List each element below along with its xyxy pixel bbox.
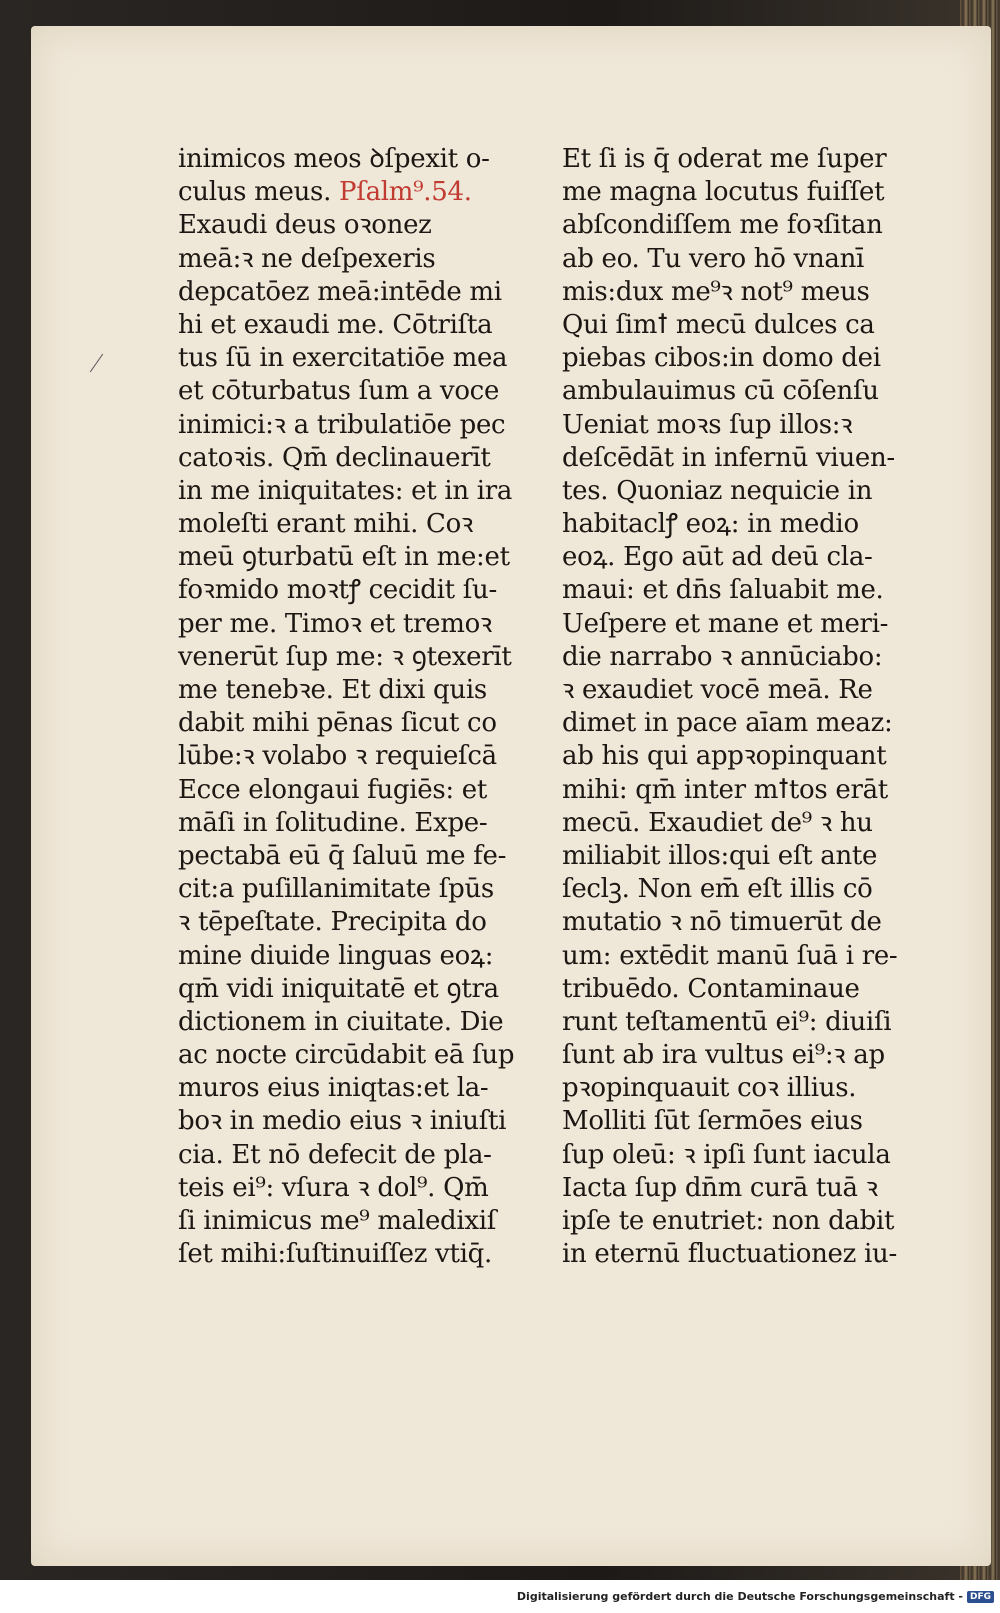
text-line: runt teſtamentū ei⁹: diuiſi bbox=[562, 1006, 892, 1037]
text-line: tribuēdo. Contaminaue bbox=[562, 973, 860, 1004]
text-line: pꝛopinquauit coꝛ illius. bbox=[562, 1073, 857, 1104]
text-line: muros eius iniqtas:et la- bbox=[178, 1073, 489, 1104]
text-line: māſi in ſolitudine. Expe- bbox=[178, 807, 488, 838]
text-line: dictionem in ciuitate. Die bbox=[178, 1006, 504, 1037]
text-line: in me iniquitates: et in ira bbox=[178, 475, 513, 506]
text-line: hi et exaudi me. Cōtriſta bbox=[178, 309, 493, 340]
text-line: foꝛmido moꝛtꝭ cecidit ſu- bbox=[178, 575, 497, 606]
text-line: depcatōez meā:intēde mi bbox=[178, 276, 502, 307]
text-line: venerūt ſup me: ꝛ ꝯtexerīt bbox=[178, 641, 512, 672]
text-line: me magna locutus fuiſſet bbox=[562, 177, 885, 208]
text-line: per me. Timoꝛ et tremoꝛ bbox=[178, 608, 492, 639]
text-line: Molliti ſūt ſermōes eius bbox=[562, 1106, 863, 1137]
text-line: tus ſū in exercitatiōe mea bbox=[178, 343, 508, 374]
text-line: inimicos meos ꝺſpexit o- bbox=[178, 144, 490, 174]
text-line: maui: et dn̄s ſaluabit me. bbox=[562, 575, 884, 606]
text-line: Iacta ſup dn̄m curā tuā ꝛ bbox=[562, 1172, 878, 1203]
text-line: meā:ꝛ ne deſpexeris bbox=[178, 243, 436, 274]
text-line: mutatio ꝛ nō timuerūt de bbox=[562, 907, 882, 938]
text-line: meū ꝯturbatū eſt in me:et bbox=[178, 542, 510, 573]
text-line: teis ei⁹: vſura ꝛ dol⁹. Qm̄ bbox=[178, 1172, 489, 1203]
text-line: culus meus. Pſalm⁹.54. bbox=[178, 177, 472, 208]
text-line: cia. Et nō defecit de pla- bbox=[178, 1139, 492, 1170]
right-text-column bbox=[562, 143, 922, 1271]
text-line: habitaclꝭ eoꝝ: in medio bbox=[562, 509, 859, 540]
text-line: in eternū fluctuationez iu- bbox=[562, 1239, 897, 1270]
text-line: ſet mihi:ſuſtinuiſſez vtiq̄. bbox=[178, 1239, 492, 1270]
text-line: die narrabo ꝛ annūciabo: bbox=[562, 641, 883, 672]
text-line: ſunt ab ira vultus ei⁹:ꝛ ap bbox=[562, 1040, 885, 1071]
text-line: moleſti erant mihi. Coꝛ bbox=[178, 509, 473, 540]
text-line: mecū. Exaudiet de⁹ ꝛ hu bbox=[562, 807, 873, 838]
text-line: mis:dux me⁹ꝛ not⁹ meus bbox=[562, 276, 870, 307]
text-line: ſi inimicus me⁹ maledixiſ bbox=[178, 1206, 497, 1236]
text-line: ab eo. Tu vero hō vnanī bbox=[562, 243, 865, 274]
left-text-column bbox=[178, 143, 538, 1271]
text-line: mihi: qm̄ inter mꝉtos erāt bbox=[562, 774, 888, 805]
text-line: miliabit illos:qui eſt ante bbox=[562, 840, 878, 871]
text-line: me tenebꝛe. Et dixi quis bbox=[178, 675, 487, 705]
text-line: mine diuide linguas eoꝝ: bbox=[178, 940, 494, 971]
text-line: ꝛ tēpeſtate. Precipita do bbox=[178, 907, 487, 938]
text-line: Ueniat moꝛs ſup illos:ꝛ bbox=[562, 409, 853, 440]
text-line: et cōturbatus ſum a voce bbox=[178, 376, 500, 407]
dfg-logo: DFG bbox=[967, 1591, 994, 1603]
text-line: cit:a puſillanimitate ſpūs bbox=[178, 874, 494, 905]
text-line: ſeclꝫ. Non em̄ eſt illis cō bbox=[562, 874, 873, 905]
text-line: qm̄ vidi iniquitatē et ꝯtra bbox=[178, 973, 499, 1004]
text-line: dimet in pace aīam meaz: bbox=[562, 708, 893, 739]
text-line: tes. Quoniaz nequicie in bbox=[562, 475, 873, 506]
text-line: boꝛ in medio eius ꝛ iniuſti bbox=[178, 1106, 507, 1137]
text-line: ipſe te enutriet: non dabit bbox=[562, 1206, 895, 1236]
text-line: um: extēdit manū ſuā i re- bbox=[562, 940, 898, 971]
text-line: lūbe:ꝛ volabo ꝛ requieſcā bbox=[178, 741, 497, 772]
text-line: eoꝝ. Ego aūt ad deū cla- bbox=[562, 542, 873, 573]
text-line: abſcondiſſem me foꝛſitan bbox=[562, 210, 883, 241]
text-line: Et ſi is q̄ oderat me ſuper bbox=[562, 144, 887, 174]
text-line: ab his qui appꝛopinquant bbox=[562, 741, 887, 772]
text-line: ac nocte circūdabit eā ſup bbox=[178, 1040, 515, 1071]
text-line: piebas cibos:in domo dei bbox=[562, 343, 881, 374]
text-line: Ecce elongaui fugiēs: et bbox=[178, 774, 488, 805]
text-line: ſup oleū: ꝛ ipſi ſunt iacula bbox=[562, 1139, 891, 1170]
text-line: dabit mihi pēnas ſicut co bbox=[178, 708, 497, 739]
text-line: deſcēdāt in infernū viuen- bbox=[562, 442, 895, 473]
text-line: inimici:ꝛ a tribulatiōe pec bbox=[178, 409, 506, 440]
text-line: ambulauimus cū cōſenſu bbox=[562, 376, 879, 407]
text-line: Exaudi deus oꝛonez bbox=[178, 210, 432, 241]
footer-credit-bar bbox=[0, 1580, 1000, 1613]
text-line: ꝛ exaudiet vocē meā. Re bbox=[562, 675, 873, 705]
text-line: Qui ſimꝉ mecū dulces ca bbox=[562, 309, 875, 340]
text-line: Ueſpere et mane et meri- bbox=[562, 608, 889, 639]
psalm-rubric: Pſalm⁹.54. bbox=[339, 177, 472, 208]
footer-credit-text: Digitalisierung gefördert durch die Deutsche Forschungsgemeinschaft - bbox=[516, 1590, 963, 1603]
text-line: pectabā eū q̄ ſaluū me fe- bbox=[178, 840, 507, 871]
text-line: catoꝛis. Qm̄ declinauerīt bbox=[178, 442, 491, 473]
